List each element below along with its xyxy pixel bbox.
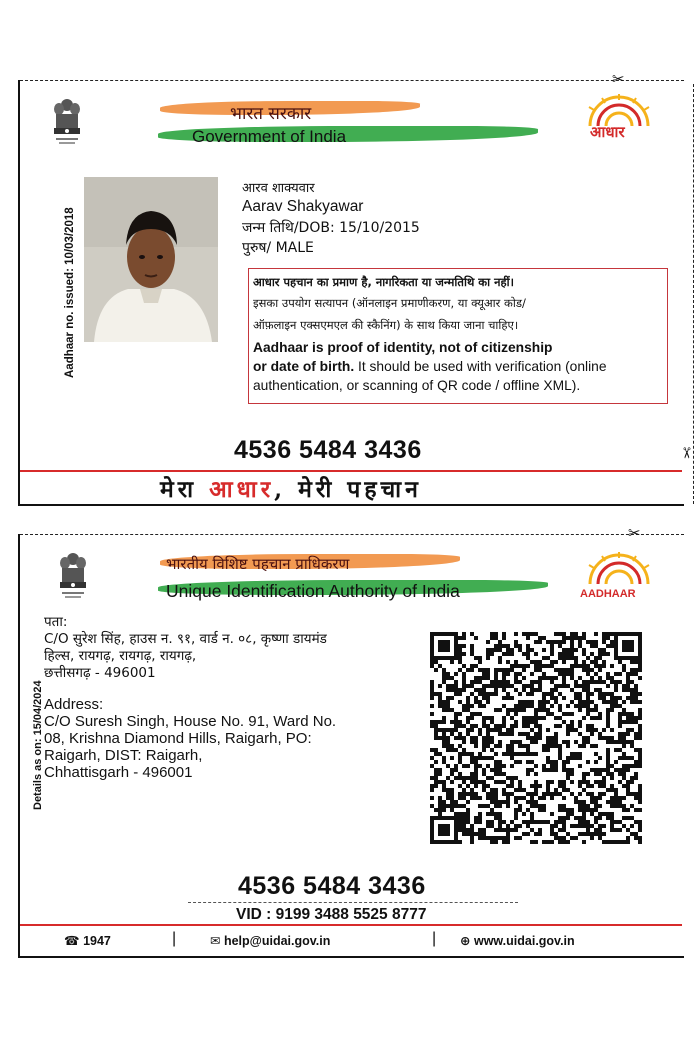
qr-finder-pattern bbox=[614, 632, 642, 660]
notice-hindi-line-1: आधार पहचान का प्रमाण है, नागरिकता या जन्मतिथि का नहीं। bbox=[253, 275, 514, 289]
globe-icon: ⊕ bbox=[460, 934, 471, 948]
mail-icon: ✉ bbox=[210, 934, 221, 948]
national-emblem-icon bbox=[50, 96, 84, 148]
header-uidai-english: Unique Identification Authority of India bbox=[166, 581, 460, 601]
notice-english-line-2 bbox=[253, 359, 607, 374]
address-hindi-label: पता: bbox=[44, 614, 68, 630]
address-hindi-line-3: छत्तीसगढ़ - 496001 bbox=[44, 665, 156, 681]
aadhaar-logo-text: आधार bbox=[590, 123, 625, 141]
address-english-line-2: 08, Krishna Diamond Hills, Raigarh, PO: bbox=[44, 730, 312, 747]
aadhaar-number: 4536 5484 3436 bbox=[234, 436, 422, 464]
notice-english-bold: or date of birth. bbox=[253, 359, 355, 374]
holder-photo bbox=[84, 177, 218, 342]
notice-english-line-3: authentication, or scanning of QR code / offline XML). bbox=[253, 378, 581, 393]
address-english-line-3: Raigarh, DIST: Raigarh, bbox=[44, 747, 203, 764]
aadhaar-back-card bbox=[18, 525, 684, 958]
aadhaar-logo-icon bbox=[576, 92, 662, 142]
address-english-line-1: C/O Suresh Singh, House No. 91, Ward No. bbox=[44, 713, 337, 730]
aadhaar-notice-box bbox=[248, 268, 668, 404]
tagline-aadhaar: आधार bbox=[209, 476, 275, 503]
national-emblem-icon bbox=[56, 550, 90, 602]
address-english-line-4: Chhattisgarh - 496001 bbox=[44, 764, 193, 781]
footer-website[interactable] bbox=[460, 933, 575, 948]
cut-line-top bbox=[20, 80, 684, 81]
aadhaar-logo-text: AADHAAR bbox=[580, 588, 636, 600]
qr-finder-pattern bbox=[430, 632, 458, 660]
tagline bbox=[160, 472, 422, 504]
footer-email-address[interactable]: help@uidai.gov.in bbox=[223, 934, 331, 948]
footer-phone bbox=[64, 933, 111, 948]
footer-website-url[interactable]: www.uidai.gov.in bbox=[473, 934, 575, 948]
footer-phone-number: 1947 bbox=[83, 934, 111, 948]
scissors-icon: ✂ bbox=[628, 525, 641, 542]
tagline-part-1: मेरा bbox=[160, 476, 210, 503]
address-english bbox=[44, 696, 336, 781]
header-government-hindi: भारत सरकार bbox=[230, 104, 312, 124]
aadhaar-front-card bbox=[18, 71, 695, 506]
qr-finder-pattern bbox=[430, 816, 458, 844]
footer-separator: | bbox=[172, 930, 177, 947]
holder-name-hindi: आरव शाक्यवार bbox=[242, 181, 315, 196]
cut-line-top bbox=[20, 534, 684, 535]
notice-hindi-line-2: इसका उपयोग सत्यापन (ऑनलाइन प्रमाणीकरण, या क्यूआर कोड/ bbox=[253, 296, 526, 310]
address-hindi bbox=[44, 614, 327, 682]
tagline-part-3: , मेरी पहचान bbox=[274, 476, 422, 503]
holder-name-english: Aarav Shakyawar bbox=[242, 198, 364, 215]
red-divider bbox=[20, 924, 682, 926]
notice-english-line-1: Aadhaar is proof of identity, not of citizenship bbox=[253, 340, 553, 355]
address-hindi-line-2: हिल्स, रायगढ़, रायगढ़, रायगढ़, bbox=[44, 648, 197, 664]
aadhaar-number: 4536 5484 3436 bbox=[238, 872, 426, 900]
notice-english-rest: It should be used with verification (online bbox=[354, 359, 607, 374]
notice-hindi-line-3: ऑफ़लाइन एक्सएमएल की स्कैनिंग) के साथ किया जाना चाहिए। bbox=[253, 318, 519, 332]
holder-gender: पुरुष/ MALE bbox=[242, 240, 314, 256]
cut-line-right bbox=[693, 84, 694, 504]
header-uidai-hindi: भारतीय विशिष्ट पहचान प्राधिकरण bbox=[166, 555, 350, 573]
footer-separator: | bbox=[432, 930, 437, 947]
virtual-id: VID : 9199 3488 5525 8777 bbox=[236, 906, 427, 923]
phone-icon: ☎ bbox=[64, 934, 80, 948]
scissors-icon: ✂ bbox=[612, 71, 625, 88]
scissors-icon: ✂ bbox=[677, 446, 695, 460]
address-hindi-line-1: C/O सुरेश सिंह, हाउस न. ९१, वार्ड न. ०८, कृष्णा डायमंड bbox=[44, 631, 327, 647]
aadhaar-issued-date: Aadhaar no. issued: 10/03/2018 bbox=[64, 207, 76, 378]
address-english-label: Address: bbox=[44, 696, 104, 713]
holder-dob: जन्म तिथि/DOB: 15/10/2015 bbox=[242, 220, 420, 236]
details-as-on-date: Details as on: 15/04/2024 bbox=[32, 680, 44, 810]
footer-email[interactable] bbox=[210, 933, 330, 948]
aadhaar-logo-icon bbox=[576, 550, 662, 600]
number-underline bbox=[188, 902, 518, 903]
qr-code[interactable] bbox=[430, 632, 644, 848]
header-government-english: Government of India bbox=[192, 127, 347, 146]
